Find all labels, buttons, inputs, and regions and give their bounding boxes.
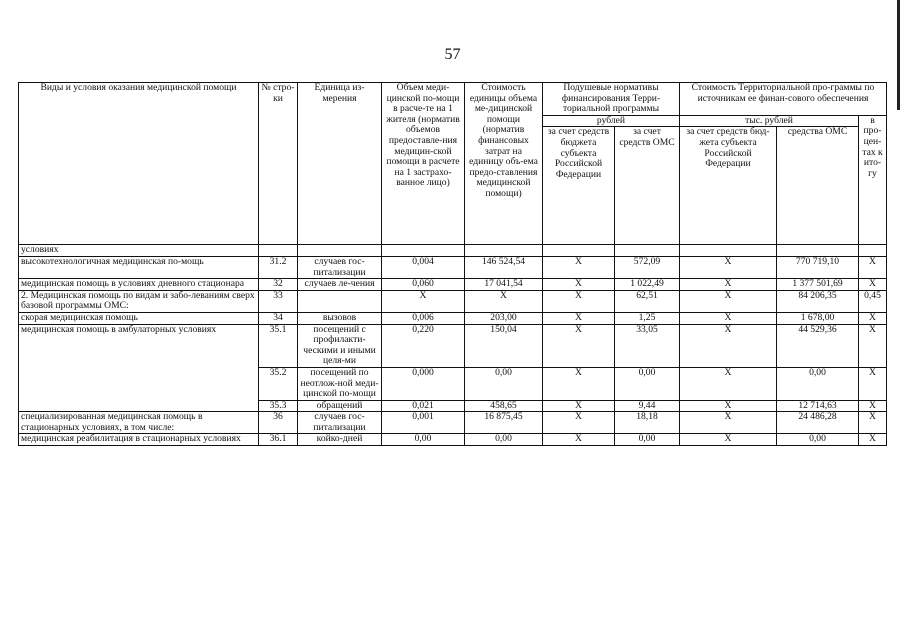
cell-line bbox=[259, 245, 298, 257]
cell-volume: 0,021 bbox=[382, 400, 465, 412]
cell-cost: 17 041,54 bbox=[465, 279, 543, 291]
header-volume: Объем меди-цинской по-мощи в расче-те на 1 жителя (норматив объемов предоставле-ния медицин-ской помощи в расчете на 1 застрахо-ванное лицо) bbox=[382, 83, 465, 245]
table-row bbox=[19, 256, 887, 278]
cell-unit: вызовов bbox=[298, 312, 382, 324]
header-total-group: Стоимость Территориальной про-граммы по источникам ее финан-сового обеспечения bbox=[680, 83, 887, 116]
cell-total-budget: X bbox=[680, 367, 777, 400]
cell-line: 32 bbox=[259, 279, 298, 291]
cell-volume: 0,004 bbox=[382, 256, 465, 278]
cell-total-budget: X bbox=[680, 400, 777, 412]
page-number: 57 bbox=[444, 46, 461, 63]
cell-pc-oms: 18,18 bbox=[615, 412, 680, 434]
cell-total-oms: 0,00 bbox=[777, 434, 859, 446]
cell-total-oms: 0,00 bbox=[777, 367, 859, 400]
cell-unit: случаев гос-питализации bbox=[298, 256, 382, 278]
cell-line: 33 bbox=[259, 290, 298, 312]
cell-unit: посещений с профилакти-ческими и иными целя-ми bbox=[298, 324, 382, 367]
cell-line: 34 bbox=[259, 312, 298, 324]
cell-volume: 0,00 bbox=[382, 434, 465, 446]
cell-line: 35.1 bbox=[259, 324, 298, 367]
cell-cost: 203,00 bbox=[465, 312, 543, 324]
cell-volume: 0,001 bbox=[382, 412, 465, 434]
cell-volume: X bbox=[382, 290, 465, 312]
cell-pc-budget: X bbox=[543, 256, 615, 278]
cell-pc-oms: 0,00 bbox=[615, 434, 680, 446]
cell-unit: случаев гос-питализации bbox=[298, 412, 382, 434]
cell-line: 36.1 bbox=[259, 434, 298, 446]
cell-volume: 0,060 bbox=[382, 279, 465, 291]
header-cost: Стоимость единицы объема ме-дицинской помощи (норматив финансовых затрат на единицу объ-ема предо-ставления медицинской помощи) bbox=[465, 83, 543, 245]
cell-pc-oms bbox=[615, 245, 680, 257]
cell-pc-budget: X bbox=[543, 412, 615, 434]
cell-unit: койко-дней bbox=[298, 434, 382, 446]
header-total-oms: средства ОМС bbox=[777, 127, 859, 245]
cell-kind: медицинская помощь в амбулаторных условиях bbox=[19, 324, 259, 412]
cell-cost: 0,00 bbox=[465, 434, 543, 446]
table-body bbox=[19, 245, 887, 446]
cell-total-budget: X bbox=[680, 279, 777, 291]
cell-pc-oms: 0,00 bbox=[615, 367, 680, 400]
cell-unit bbox=[298, 290, 382, 312]
cell-kind: условиях bbox=[19, 245, 259, 257]
cell-unit: посещений по неотлож-ной меди-цинской по-мощи bbox=[298, 367, 382, 400]
cell-total-percent: X bbox=[859, 312, 887, 324]
cell-unit: обращений bbox=[298, 400, 382, 412]
table-row bbox=[19, 279, 887, 291]
table-row bbox=[19, 324, 887, 367]
cell-line: 36 bbox=[259, 412, 298, 434]
cell-total-percent bbox=[859, 245, 887, 257]
cell-total-budget: X bbox=[680, 434, 777, 446]
cell-pc-budget: X bbox=[543, 290, 615, 312]
cell-total-budget: X bbox=[680, 412, 777, 434]
cell-total-oms: 24 486,28 bbox=[777, 412, 859, 434]
cell-pc-oms: 1 022,49 bbox=[615, 279, 680, 291]
header-per-capita-group: Подушевые нормативы финансирования Терри-ториальной программы bbox=[543, 83, 680, 116]
cell-pc-budget: X bbox=[543, 279, 615, 291]
cell-volume: 0,000 bbox=[382, 367, 465, 400]
cell-pc-budget: X bbox=[543, 400, 615, 412]
cell-pc-budget: X bbox=[543, 312, 615, 324]
cell-total-percent: X bbox=[859, 434, 887, 446]
cell-cost: 146 524,54 bbox=[465, 256, 543, 278]
header-line-no: № стро-ки bbox=[259, 83, 298, 245]
cell-kind: медицинская реабилитация в стационарных условиях bbox=[19, 434, 259, 446]
header-kind: Виды и условия оказания медицинской помощи bbox=[19, 83, 259, 245]
cell-volume: 0,220 bbox=[382, 324, 465, 367]
cell-pc-oms: 572,09 bbox=[615, 256, 680, 278]
cell-kind: специализированная медицинская помощь в стационарных условиях, в том числе: bbox=[19, 412, 259, 434]
cell-line: 35.2 bbox=[259, 367, 298, 400]
cell-total-percent: X bbox=[859, 256, 887, 278]
cell-cost: 150,04 bbox=[465, 324, 543, 367]
cell-total-percent: X bbox=[859, 400, 887, 412]
header-per-capita-unit: рублей bbox=[543, 115, 680, 127]
cell-total-oms: 12 714,63 bbox=[777, 400, 859, 412]
cell-pc-budget: X bbox=[543, 367, 615, 400]
cell-cost: 16 875,45 bbox=[465, 412, 543, 434]
table-row bbox=[19, 312, 887, 324]
cell-line: 31.2 bbox=[259, 256, 298, 278]
financing-table bbox=[18, 82, 887, 446]
cell-pc-oms: 62,51 bbox=[615, 290, 680, 312]
header-total-percent: в про-цен-тах к ито-гу bbox=[859, 115, 887, 245]
cell-pc-oms: 9,44 bbox=[615, 400, 680, 412]
cell-total-oms: 1 377 501,69 bbox=[777, 279, 859, 291]
cell-total-oms bbox=[777, 245, 859, 257]
table-row bbox=[19, 434, 887, 446]
header-per-capita-budget: за счет средств бюджета субъекта Российской Федерации bbox=[543, 127, 615, 245]
header-unit: Единица из-мерения bbox=[298, 83, 382, 245]
cell-total-budget: X bbox=[680, 312, 777, 324]
cell-cost: 458,65 bbox=[465, 400, 543, 412]
cell-total-budget: X bbox=[680, 256, 777, 278]
cell-cost bbox=[465, 245, 543, 257]
cell-total-budget: X bbox=[680, 324, 777, 367]
cell-pc-oms: 1,25 bbox=[615, 312, 680, 324]
header-total-unit: тыс. рублей bbox=[680, 115, 859, 127]
cell-cost: X bbox=[465, 290, 543, 312]
cell-pc-oms: 33,05 bbox=[615, 324, 680, 367]
cell-volume bbox=[382, 245, 465, 257]
cell-total-oms: 770 719,10 bbox=[777, 256, 859, 278]
cell-total-oms: 1 678,00 bbox=[777, 312, 859, 324]
cell-unit bbox=[298, 245, 382, 257]
cell-total-oms: 84 206,35 bbox=[777, 290, 859, 312]
cell-line: 35.3 bbox=[259, 400, 298, 412]
cell-kind: высокотехнологичная медицинская по-мощь bbox=[19, 256, 259, 278]
cell-total-budget bbox=[680, 245, 777, 257]
cell-unit: случаев ле-чения bbox=[298, 279, 382, 291]
header-total-budget: за счет средств бюд-жета субъекта Российской Федерации bbox=[680, 127, 777, 245]
table-row bbox=[19, 412, 887, 434]
cell-cost: 0,00 bbox=[465, 367, 543, 400]
cell-kind: медицинская помощь в условиях дневного стационара bbox=[19, 279, 259, 291]
header-per-capita-oms: за счет средств ОМС bbox=[615, 127, 680, 245]
page-edge-rule bbox=[897, 0, 900, 110]
cell-total-oms: 44 529,36 bbox=[777, 324, 859, 367]
cell-total-percent: X bbox=[859, 324, 887, 367]
cell-kind: скорая медицинская помощь bbox=[19, 312, 259, 324]
cell-volume: 0,006 bbox=[382, 312, 465, 324]
cell-kind: 2. Медицинская помощь по видам и забо-леваниям сверх базовой программы ОМС: bbox=[19, 290, 259, 312]
cell-pc-budget: X bbox=[543, 324, 615, 367]
table-row bbox=[19, 245, 887, 257]
cell-total-budget: X bbox=[680, 290, 777, 312]
cell-total-percent: X bbox=[859, 279, 887, 291]
cell-pc-budget: X bbox=[543, 434, 615, 446]
cell-total-percent: 0,45 bbox=[859, 290, 887, 312]
cell-total-percent: X bbox=[859, 367, 887, 400]
cell-pc-budget bbox=[543, 245, 615, 257]
table-row bbox=[19, 290, 887, 312]
cell-total-percent: X bbox=[859, 412, 887, 434]
table-header bbox=[19, 83, 887, 245]
